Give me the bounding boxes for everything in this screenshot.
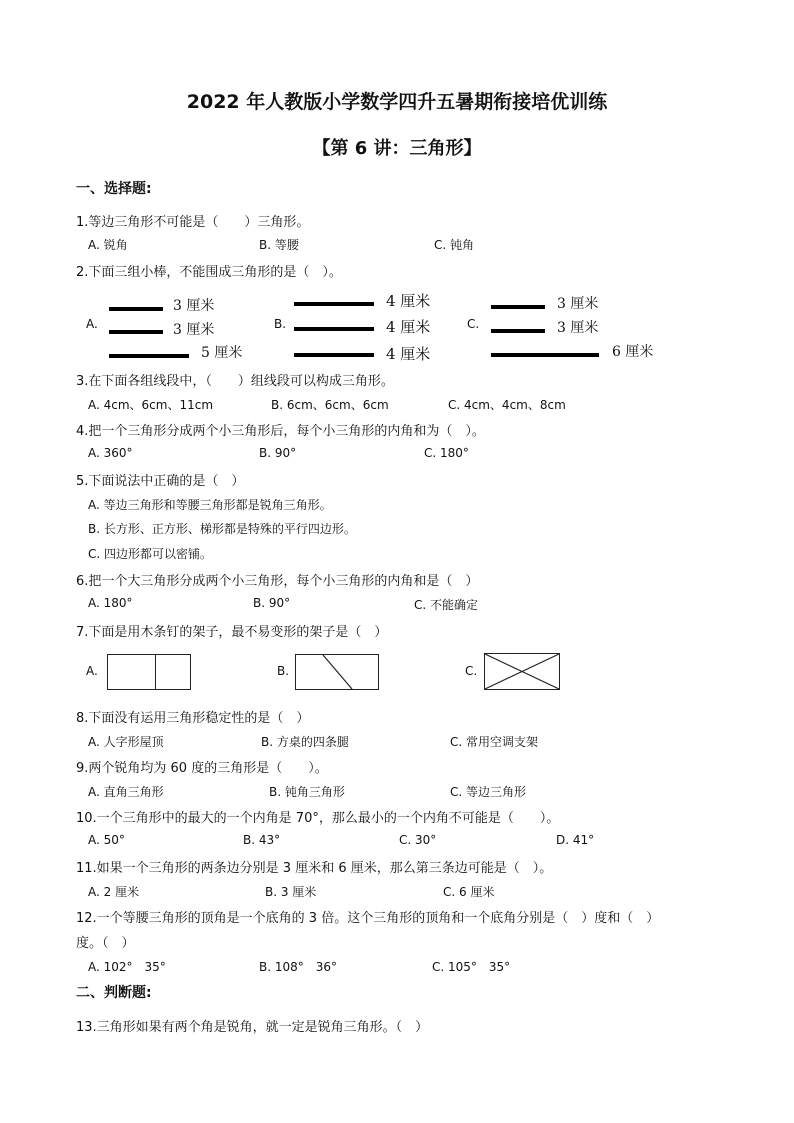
section-heading-judge: 二、判断题: <box>76 985 152 1001</box>
stick-a2 <box>109 330 163 334</box>
q5-option-c: C. 四边形都可以密铺。 <box>88 547 213 561</box>
q3-option-b: B. 6cm、6cm、6cm <box>271 398 389 412</box>
stick-a2-label: 3 厘米 <box>173 322 215 338</box>
q6-option-b: B. 90° <box>253 596 291 610</box>
stick-b2 <box>294 327 374 331</box>
question-1: 1.等边三角形不可能是（ ）三角形。 <box>76 215 310 230</box>
q11-option-a: A. 2 厘米 <box>88 885 140 899</box>
question-5: 5.下面说法中正确的是（ ） <box>76 474 245 489</box>
q2-option-b: B. <box>274 317 287 331</box>
stick-a3-label: 5 厘米 <box>201 345 243 361</box>
q12-option-b: B. 108° 36° <box>259 960 338 974</box>
q2-option-c: C. <box>467 317 480 331</box>
frame-c-crossed-rectangle <box>484 653 560 690</box>
stick-a3 <box>109 354 189 358</box>
q9-option-c: C. 等边三角形 <box>450 785 527 799</box>
q8-option-c: C. 常用空调支架 <box>450 735 539 749</box>
question-8: 8.下面没有运用三角形稳定性的是（ ） <box>76 711 310 726</box>
stick-c1-label: 3 厘米 <box>557 296 599 312</box>
q5-option-b: B. 长方形、正方形、梯形都是特殊的平行四边形。 <box>88 522 356 536</box>
q5-option-a: A. 等边三角形和等腰三角形都是锐角三角形。 <box>88 498 332 512</box>
stick-a1 <box>109 307 163 311</box>
q8-option-b: B. 方桌的四条腿 <box>261 735 349 749</box>
stick-b2-label: 4 厘米 <box>386 318 431 336</box>
q1-option-c: C. 钝角 <box>434 238 475 252</box>
page-subtitle: 【第 6 讲：三角形】 <box>312 138 482 159</box>
q4-option-c: C. 180° <box>424 446 469 460</box>
q8-option-a: A. 人字形屋顶 <box>88 735 164 749</box>
frame-b-brace <box>295 654 379 690</box>
question-10: 10.一个三角形中的最大的一个内角是 70°，那么最小的一个内角不可能是（ ）。 <box>76 811 560 826</box>
stick-c3 <box>491 353 599 357</box>
q11-option-b: B. 3 厘米 <box>265 885 317 899</box>
stick-b1-label: 4 厘米 <box>386 292 431 310</box>
frame-b-diagonal-rectangle <box>295 654 379 690</box>
q11-option-c: C. 6 厘米 <box>443 885 495 899</box>
stick-b3 <box>294 353 374 357</box>
question-12-continued: 度。（ ） <box>76 936 135 951</box>
q10-option-a: A. 50° <box>88 833 125 847</box>
q3-option-c: C. 4cm、4cm、8cm <box>448 398 566 412</box>
q1-option-b: B. 等腰 <box>259 238 299 252</box>
section-heading-choice: 一、选择题: <box>76 181 152 197</box>
question-3: 3.在下面各组线段中，（ ）组线段可以构成三角形。 <box>76 374 394 389</box>
question-13: 13.三角形如果有两个角是锐角，就一定是锐角三角形。（ ） <box>76 1020 429 1035</box>
stick-c1 <box>491 305 545 309</box>
frame-a-divided-rectangle <box>107 654 191 690</box>
page-title: 2022 年人教版小学数学四升五暑期衔接培优训练 <box>186 91 608 113</box>
question-4: 4.把一个三角形分成两个小三角形后，每个小三角形的内角和为（ ）。 <box>76 424 485 439</box>
question-12: 12.一个等腰三角形的顶角是一个底角的 3 倍。这个三角形的顶角和一个底角分别是（ ）度和（ ） <box>76 911 660 926</box>
stick-b3-label: 4 厘米 <box>386 345 431 363</box>
frame-c-braces <box>484 653 560 690</box>
q1-option-a: A. 锐角 <box>88 238 128 252</box>
q12-option-c: C. 105° 35° <box>432 960 511 974</box>
q9-option-a: A. 直角三角形 <box>88 785 164 799</box>
q2-option-a: A. <box>86 317 98 331</box>
stick-b1 <box>294 302 374 306</box>
q12-option-a: A. 102° 35° <box>88 960 166 974</box>
q7-option-c: C. <box>465 664 478 678</box>
question-6: 6.把一个大三角形分成两个小三角形，每个小三角形的内角和是（ ） <box>76 574 479 589</box>
stick-c2 <box>491 329 545 333</box>
q6-option-c: C. 不能确定 <box>414 598 479 612</box>
q10-option-d: D. 41° <box>556 833 595 847</box>
question-11: 11.如果一个三角形的两条边分别是 3 厘米和 6 厘米，那么第三条边可能是（ ）。 <box>76 861 553 876</box>
q4-option-b: B. 90° <box>259 446 297 460</box>
q4-option-a: A. 360° <box>88 446 133 460</box>
stick-c3-label: 6 厘米 <box>612 344 654 360</box>
question-7: 7.下面是用木条钉的架子，最不易变形的架子是（ ） <box>76 625 388 640</box>
q10-option-b: B. 43° <box>243 833 281 847</box>
stick-a1-label: 3 厘米 <box>173 298 215 314</box>
question-9: 9.两个锐角均为 60 度的三角形是（ ）。 <box>76 761 328 776</box>
q9-option-b: B. 钝角三角形 <box>269 785 345 799</box>
q3-option-a: A. 4cm、6cm、11cm <box>88 398 214 412</box>
q6-option-a: A. 180° <box>88 596 133 610</box>
q10-option-c: C. 30° <box>399 833 437 847</box>
stick-c2-label: 3 厘米 <box>557 320 599 336</box>
question-2: 2.下面三组小棒，不能围成三角形的是（ ）。 <box>76 265 342 280</box>
q7-option-a: A. <box>86 664 98 678</box>
q7-option-b: B. <box>277 664 290 678</box>
